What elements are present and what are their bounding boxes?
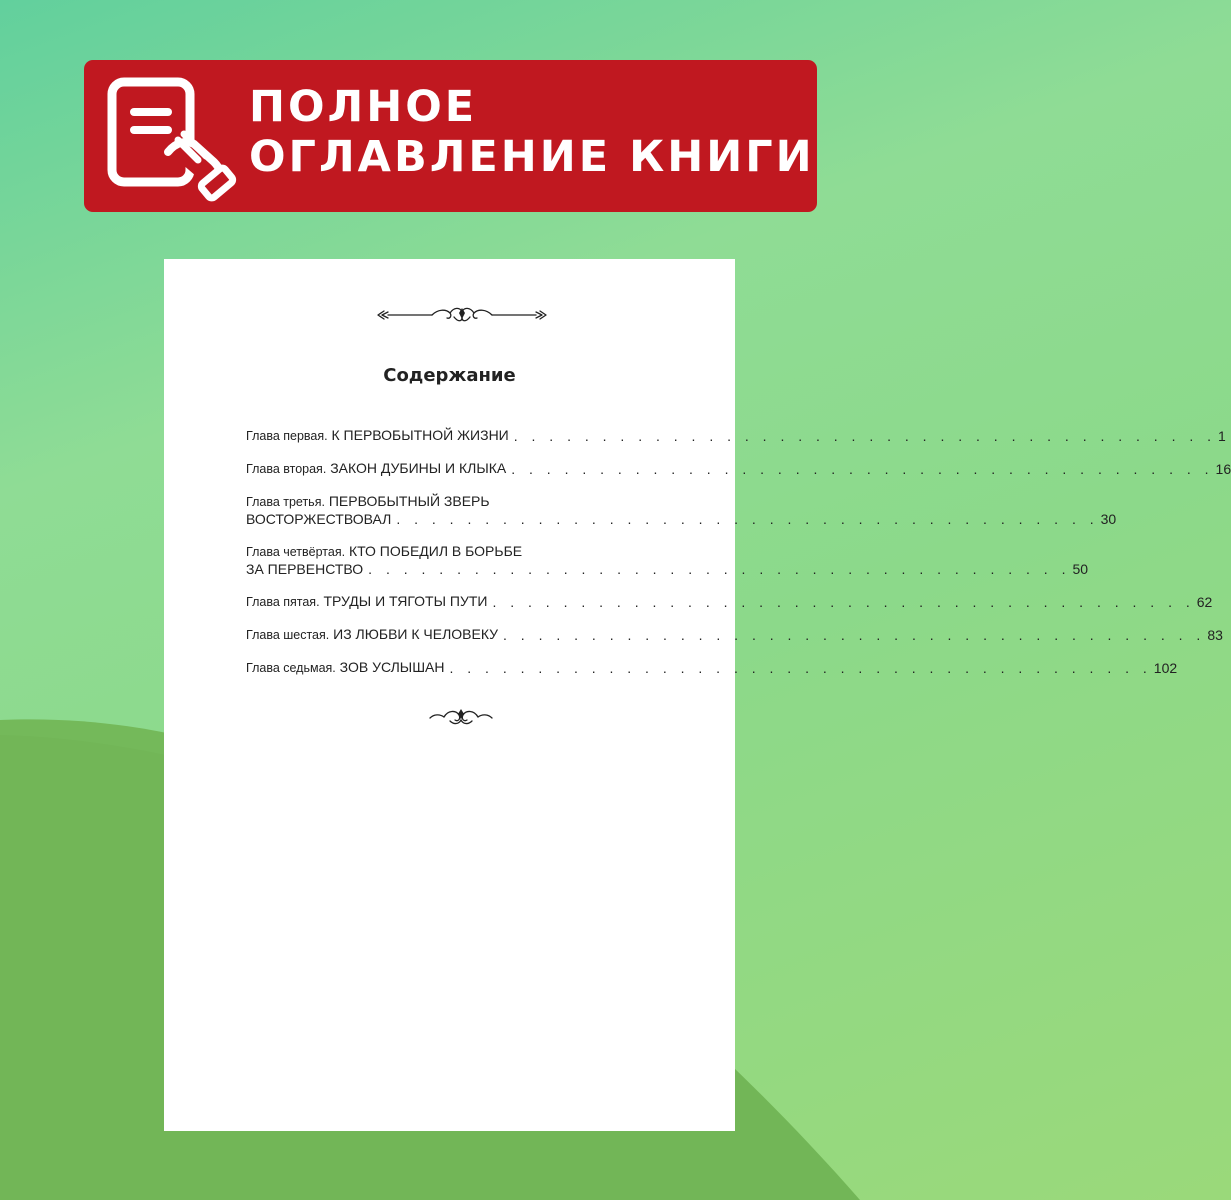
chapter-label: Глава седьмая. xyxy=(246,661,336,675)
dot-leader: . . . . . . . . . . . . . . . . . . . . . . . . . . . . . . . . . . . . . . . . xyxy=(513,428,1217,444)
book-page xyxy=(164,259,1231,1131)
chapter-label: Глава третья. xyxy=(246,495,325,509)
toc-entry xyxy=(246,427,1226,445)
header-banner xyxy=(84,60,817,212)
dot-leader: . . . . . . . . . . . . . . . . . . . . . . . . . . . . . . . . . . . . . . . . xyxy=(492,594,1195,610)
chapter-title: ВОСТОРЖЕСТВОВАЛ xyxy=(246,511,392,527)
toc-line xyxy=(246,511,1117,528)
toc-heading: Содержание xyxy=(383,365,516,386)
chapter-title: ЗА ПЕРВЕНСТВО xyxy=(246,561,364,577)
toc-line xyxy=(246,593,1213,611)
page-number: 50 xyxy=(1072,561,1089,577)
toc-line xyxy=(246,626,1223,644)
toc-entry xyxy=(246,626,1223,644)
page-number: 83 xyxy=(1207,627,1223,643)
chapter-title: КТО ПОБЕДИЛ В БОРЬБЕ xyxy=(348,543,523,559)
toc-entry xyxy=(246,659,1178,677)
flourish-end-icon xyxy=(426,706,496,726)
dot-leader: . . . . . . . . . . . . . . . . . . . . . . . . . . . . . . . . . . . . . . . . xyxy=(449,660,1152,676)
chapter-label: Глава первая. xyxy=(246,429,328,443)
toc-line xyxy=(246,427,1226,445)
dot-leader: . . . . . . . . . . . . . . . . . . . . . . . . . . . . . . . . . . . . . . . . xyxy=(368,561,1071,577)
banner-title-line-1: ПОЛНОЕ xyxy=(249,82,478,132)
document-hand-icon xyxy=(106,78,238,198)
chapter-title: ПЕРВОБЫТНЫЙ ЗВЕРЬ xyxy=(328,493,490,509)
chapter-title: ИЗ ЛЮБВИ К ЧЕЛОВЕКУ xyxy=(333,626,499,642)
page-number: 1 xyxy=(1218,428,1226,444)
toc-entry xyxy=(246,543,1089,578)
chapter-label: Глава шестая. xyxy=(246,628,330,642)
chapter-title: ЗАКОН ДУБИНЫ И КЛЫКА xyxy=(330,460,507,476)
page-number: 102 xyxy=(1153,660,1178,676)
toc-line xyxy=(246,493,679,511)
toc-line xyxy=(246,561,1089,578)
table-of-contents xyxy=(246,427,1231,692)
flourish-divider-icon xyxy=(374,303,550,327)
toc-line xyxy=(246,659,1178,677)
dot-leader: . . . . . . . . . . . . . . . . . . . . . . . . . . . . . . . . . . . . . . . . xyxy=(511,461,1214,477)
page-number: 62 xyxy=(1196,594,1213,610)
toc-entry xyxy=(246,460,1231,478)
page-number: 30 xyxy=(1100,511,1117,527)
chapter-title: ЗОВ УСЛЫШАН xyxy=(339,659,445,675)
toc-line xyxy=(246,543,679,561)
chapter-label: Глава четвёртая. xyxy=(246,545,346,559)
dot-leader: . . . . . . . . . . . . . . . . . . . . . . . . . . . . . . . . . . . . . . . . xyxy=(503,627,1206,643)
toc-line xyxy=(246,460,1231,478)
chapter-title: ТРУДЫ И ТЯГОТЫ ПУТИ xyxy=(323,593,488,609)
toc-entry xyxy=(246,493,1117,528)
banner-title-line-2: ОГЛАВЛЕНИЕ КНИГИ xyxy=(249,132,815,182)
chapter-title: К ПЕРВОБЫТНОЙ ЖИЗНИ xyxy=(331,427,509,443)
banner-title xyxy=(249,82,815,182)
page-number: 16 xyxy=(1215,461,1231,477)
toc-entry xyxy=(246,593,1213,611)
chapter-label: Глава пятая. xyxy=(246,595,320,609)
dot-leader: . . . . . . . . . . . . . . . . . . . . . . . . . . . . . . . . . . . . . . . . xyxy=(396,511,1099,527)
chapter-label: Глава вторая. xyxy=(246,462,327,476)
